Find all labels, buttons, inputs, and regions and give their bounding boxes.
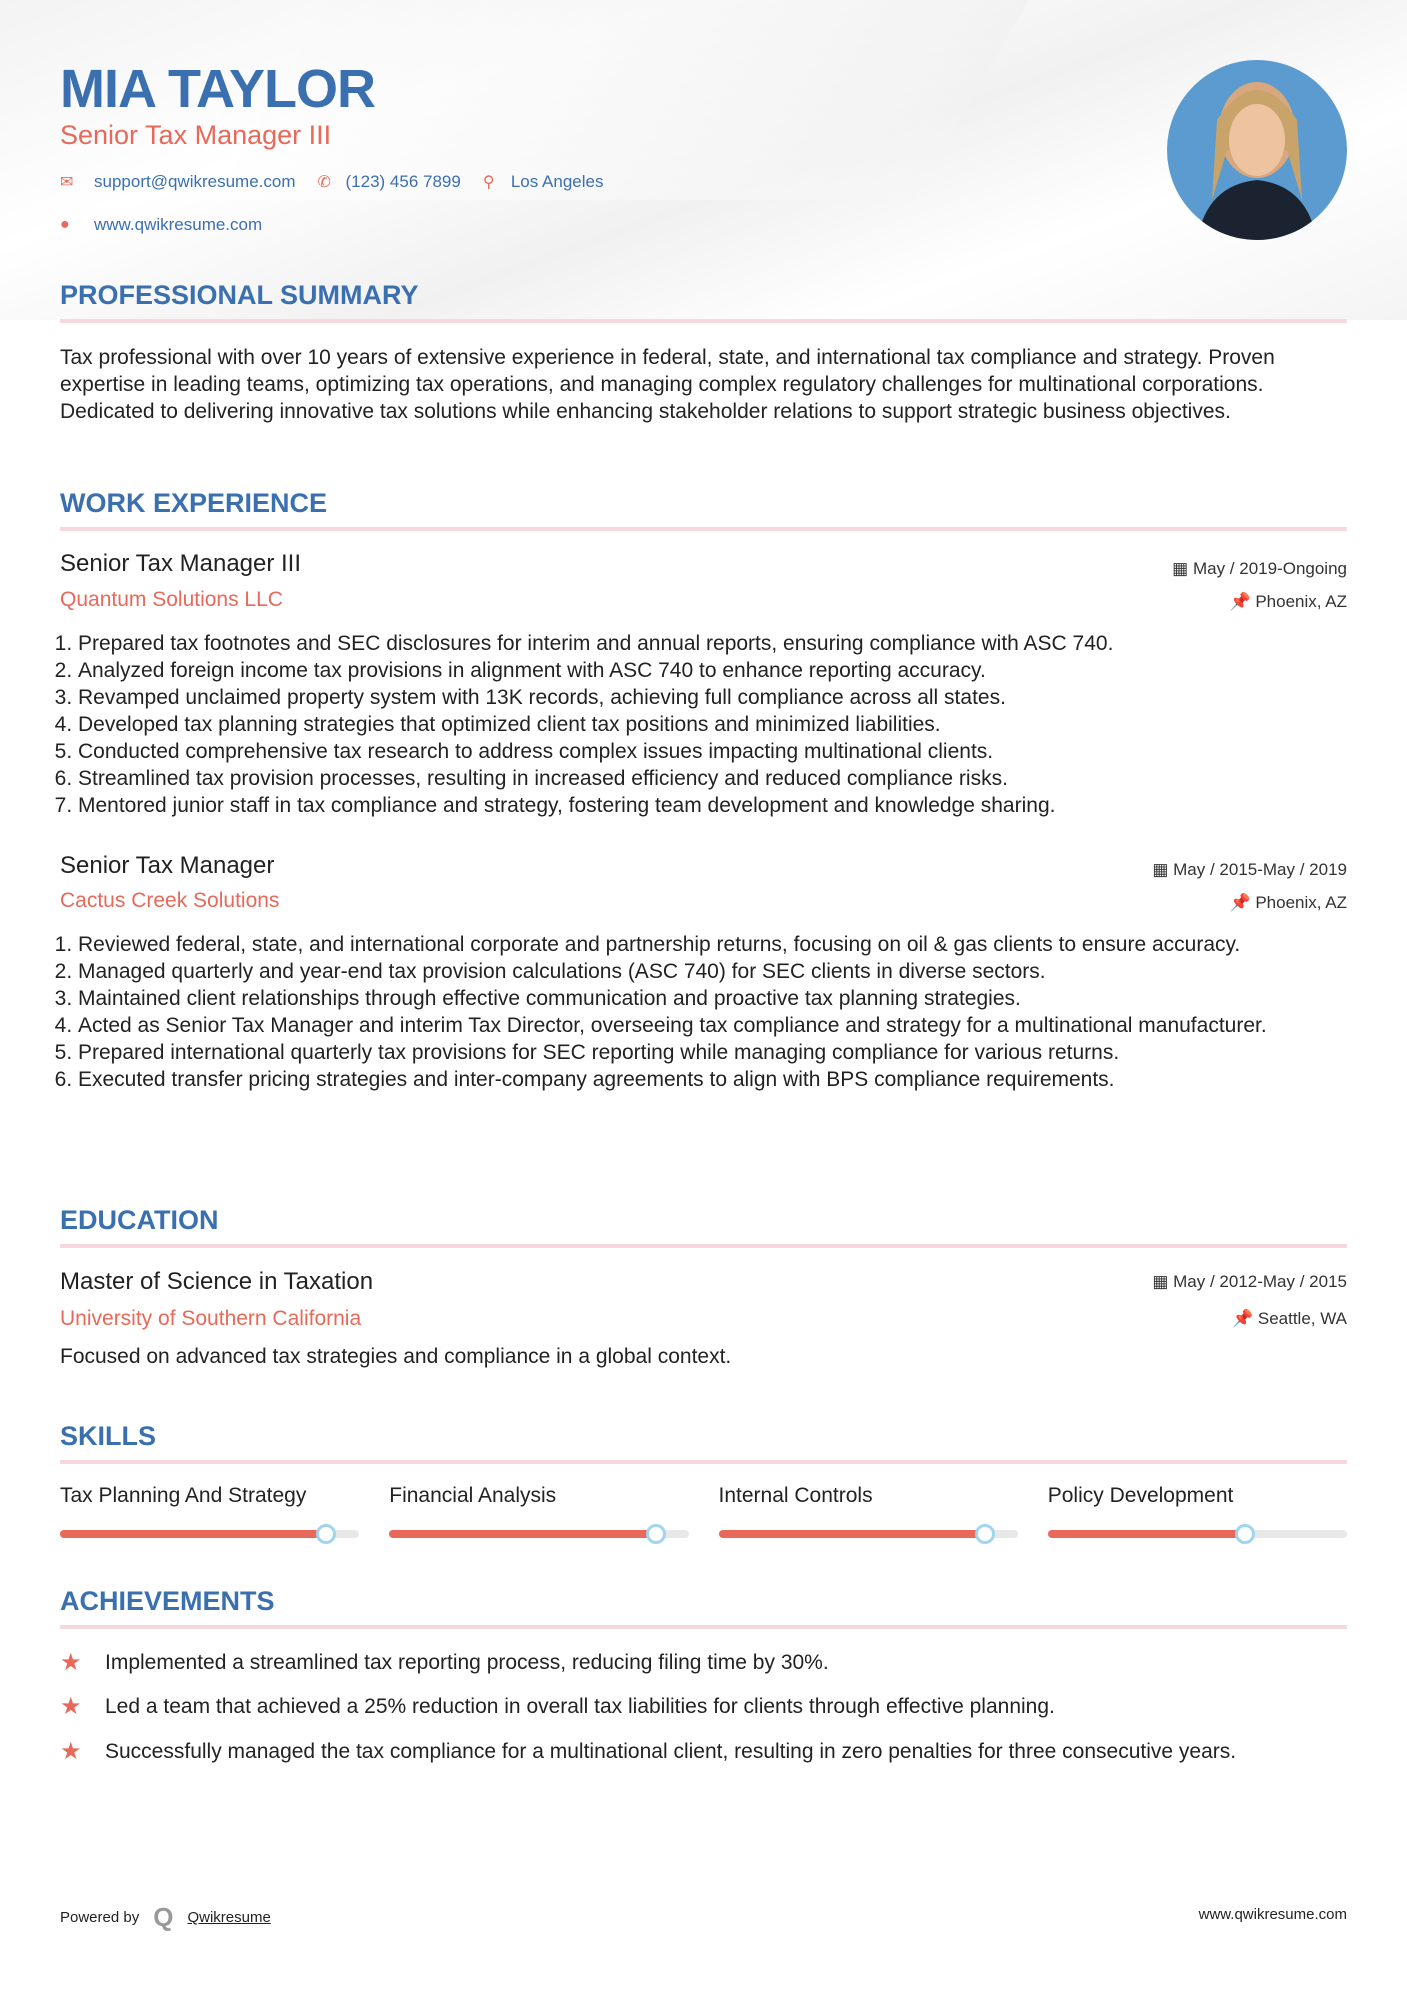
- skill-bar: [60, 1530, 359, 1538]
- website-row: [60, 215, 284, 235]
- job-role: Senior Tax Manager III: [60, 550, 302, 577]
- job-role: Senior Tax Manager: [60, 852, 275, 879]
- qwikresume-logo-icon: Q: [153, 1902, 174, 1932]
- star-icon: ★: [60, 1649, 82, 1676]
- bullet: 6. Streamlined tax provision processes, resulting in increased efficiency and reduced compliance risks.: [78, 765, 1347, 792]
- bullet: 2. Managed quarterly and year-end tax provision calculations (ASC 740) for SEC clients in diverse sectors.: [78, 958, 1347, 985]
- job-company: Quantum Solutions LLC: [60, 588, 283, 611]
- pin-icon: 📌: [1229, 893, 1256, 912]
- skill-name: Tax Planning And Strategy: [60, 1484, 307, 1507]
- star-icon: ★: [60, 1693, 82, 1720]
- achievement-text: Successfully managed the tax compliance for a multinational client, resulting in zero penalties for three consecutive years.: [105, 1740, 1237, 1763]
- bullet: 7. Mentored junior staff in tax compliance and strategy, fostering team development and knowledge sharing.: [78, 792, 1347, 819]
- job-bullets: [60, 630, 1347, 819]
- school: University of Southern California: [60, 1307, 362, 1330]
- degree: Master of Science in Taxation: [60, 1268, 374, 1295]
- bullet: 2. Analyzed foreign income tax provisions in alignment with ASC 740 to enhance reporting accuracy.: [78, 657, 1347, 684]
- phone-text: (123) 456 7899: [345, 172, 461, 191]
- education-description: Focused on advanced tax strategies and compliance in a global context.: [60, 1345, 732, 1368]
- email-icon: ✉: [60, 174, 74, 191]
- job-location: [1229, 893, 1347, 913]
- summary-text: Tax professional with over 10 years of extensive experience in federal, state, and international tax compliance and strategy. Proven expertise in leading teams, optimizing tax operations, and managing complex regulatory challenges for multinational corporations. Dedicated to delivering innovative tax solutions while enhancing stakeholder relations to support strategic business objectives.: [60, 346, 1275, 423]
- skill-bar-fill: [389, 1530, 655, 1538]
- bullet: 4. Acted as Senior Tax Manager and interim Tax Director, overseeing tax compliance and strategy for a multinational manufacturer.: [78, 1012, 1347, 1039]
- brand-link[interactable]: Qwikresume: [187, 1909, 271, 1926]
- bullet: 6. Executed transfer pricing strategies and inter-company agreements to align with BPS compliance requirements.: [78, 1066, 1347, 1093]
- candidate-title: Senior Tax Manager III: [60, 120, 332, 150]
- pin-icon: 📌: [1229, 592, 1256, 611]
- footer-powered: [60, 1902, 271, 1933]
- profile-photo: [1167, 60, 1347, 240]
- skill-bar-knob: [1235, 1524, 1255, 1544]
- star-icon: ★: [60, 1738, 82, 1765]
- powered-by-label: Powered by: [60, 1909, 140, 1926]
- bullet: 5. Prepared international quarterly tax provisions for SEC reporting while managing compliance for various returns.: [78, 1039, 1347, 1066]
- bullet: 1. Reviewed federal, state, and international corporate and partnership returns, focusing on oil & gas clients to ensure accuracy.: [78, 931, 1347, 958]
- contact-row: [60, 172, 625, 192]
- skill-item: [60, 1484, 359, 1538]
- education-dates: [1152, 1272, 1347, 1292]
- skills-list: [60, 1484, 1347, 1538]
- footer-website[interactable]: www.qwikresume.com: [1198, 1906, 1347, 1923]
- skill-bar-knob: [646, 1524, 666, 1544]
- skill-item: [1048, 1484, 1347, 1538]
- bullet: 4. Developed tax planning strategies that optimized client tax positions and minimized liabilities.: [78, 711, 1347, 738]
- job-dates: [1152, 860, 1347, 880]
- calendar-icon: ▦: [1152, 860, 1174, 879]
- job-dates-text: May / 2019-Ongoing: [1192, 559, 1347, 578]
- phone-icon: ✆: [317, 174, 331, 191]
- skill-name: Policy Development: [1047, 1484, 1234, 1507]
- job-company: Cactus Creek Solutions: [60, 889, 280, 912]
- skill-bar-knob: [975, 1524, 995, 1544]
- skill-bar: [1048, 1530, 1347, 1538]
- skill-bar-knob: [316, 1524, 336, 1544]
- location-pin-icon: ⚲: [482, 174, 495, 191]
- skill-bar-fill: [1048, 1530, 1246, 1538]
- globe-icon: ●: [60, 216, 70, 233]
- achievement-text: Implemented a streamlined tax reporting process, reducing filing time by 30%.: [105, 1651, 829, 1674]
- bullet: 3. Revamped unclaimed property system with 13K records, achieving full compliance across all states.: [78, 684, 1347, 711]
- calendar-icon: ▦: [1172, 559, 1193, 578]
- skill-bar: [389, 1530, 688, 1538]
- skill-bar: [719, 1530, 1018, 1538]
- section-heading-education: EDUCATION: [60, 1205, 1347, 1248]
- bullet: 3. Maintained client relationships through effective communication and proactive tax planning strategies.: [78, 985, 1347, 1012]
- achievement-item: [60, 1649, 1347, 1676]
- skill-name: Financial Analysis: [389, 1484, 557, 1507]
- email-link[interactable]: support@qwikresume.com: [94, 172, 296, 191]
- achievement-text: Led a team that achieved a 25% reduction in overall tax liabilities for clients through effective planning.: [105, 1695, 1055, 1718]
- skill-name: Internal Controls: [718, 1484, 873, 1507]
- education-location-text: Seattle, WA: [1257, 1309, 1347, 1328]
- section-heading-skills: SKILLS: [60, 1421, 1347, 1464]
- bullet: 5. Conducted comprehensive tax research to address complex issues impacting multinational clients.: [78, 738, 1347, 765]
- bullet: 1. Prepared tax footnotes and SEC disclosures for interim and annual reports, ensuring compliance with ASC 740.: [78, 630, 1347, 657]
- job-bullets: [60, 931, 1347, 1093]
- section-heading-achievements: ACHIEVEMENTS: [60, 1586, 1347, 1629]
- skill-item: [389, 1484, 688, 1538]
- section-heading-experience: WORK EXPERIENCE: [60, 488, 1347, 531]
- job-location-text: Phoenix, AZ: [1255, 893, 1347, 912]
- skill-bar-fill: [60, 1530, 326, 1538]
- job-location: [1229, 592, 1347, 612]
- achievement-item: [60, 1738, 1347, 1765]
- job-dates: [1172, 559, 1347, 579]
- education-location: [1232, 1309, 1347, 1329]
- calendar-icon: ▦: [1152, 1272, 1174, 1291]
- achievement-item: [60, 1693, 1347, 1720]
- education-dates-text: May / 2012-May / 2015: [1173, 1272, 1347, 1291]
- skill-item: [719, 1484, 1018, 1538]
- location-text: Los Angeles: [510, 172, 604, 191]
- section-heading-summary: PROFESSIONAL SUMMARY: [60, 280, 1347, 323]
- pin-icon: 📌: [1231, 1309, 1258, 1328]
- job-location-text: Phoenix, AZ: [1255, 592, 1347, 611]
- job-dates-text: May / 2015-May / 2019: [1173, 860, 1347, 879]
- skill-bar-fill: [719, 1530, 985, 1538]
- candidate-name: MIA TAYLOR: [60, 59, 376, 119]
- website-link[interactable]: www.qwikresume.com: [94, 215, 263, 234]
